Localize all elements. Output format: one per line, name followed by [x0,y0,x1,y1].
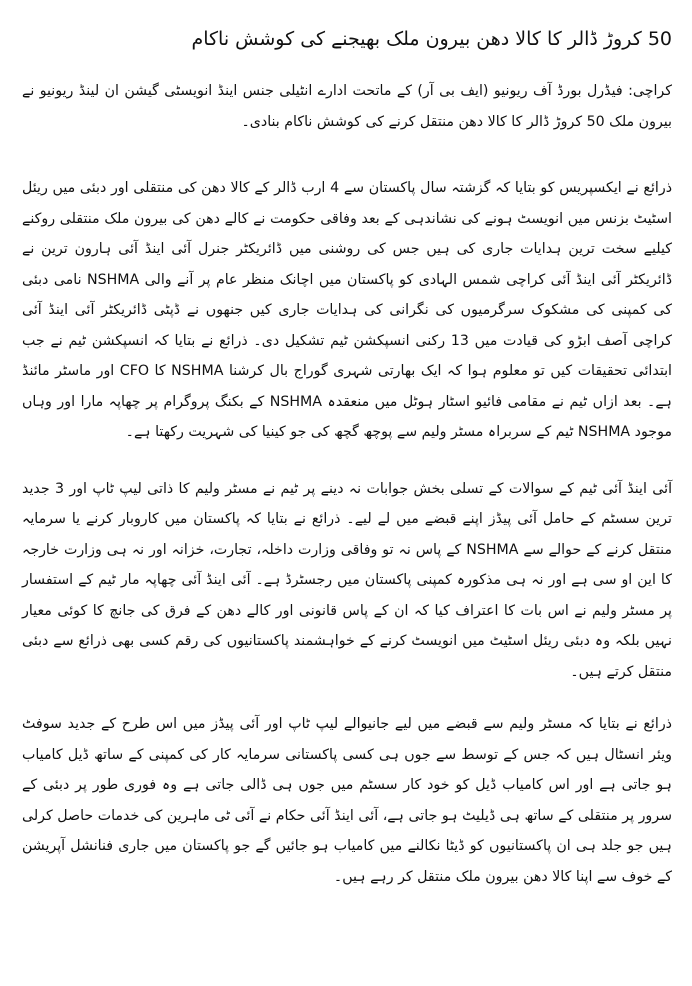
article-paragraph: ذرائع نے بتایا کہ مسٹر ولیم سے قبضے میں لیے جانیوالے لیپ ٹاپ اور آئی پیڈز میں اس طرح کے جدید سوفٹ ویئر انسٹال ہیں کہ جس کے توسط سے جوں ہی کسی پاکستانی سرمایہ کار کی کمپنی کے ساتھ ڈیل کامیاب ہو جاتی ہے اور اس کامیاب ڈیل کو خود کار سسٹم میں جوں ہی ڈالی جاتی ہے وہ فوری طور پر دبئی کے سرور پر منتقلی کے ساتھ ہی ڈیلیٹ ہو جاتی ہے، آئی اینڈ آئی حکام نے آئی ٹی ماہرین کی خدمات حاصل کرلی ہیں جو جلد ہی ان پاکستانیوں کو ڈیٹا نکالنے میں کامیاب ہو جائیں گے جو پاکستان میں جاری فنانشل آپریشن کے خوف سے اپنا کالا دھن بیرون ملک منتقل کر رہے ہیں۔ [22,716,672,885]
article-headline: 50 کروڑ ڈالر کا کالا دھن بیرون ملک بھیجنے کی کوشش ناکام [191,28,672,50]
article-paragraph-lead: کراچی: فیڈرل بورڈ آف ریونیو (ایف بی آر) کے ماتحت ادارے انٹیلی جنس اینڈ انویسٹی گیشن ان لینڈ ریونیو نے بیرون ملک 50 کروڑ ڈالر کا کالا دھن منتقل کرنے کی کوشش ناکام بنادی۔ [22,83,672,130]
article-paragraph: آئی اینڈ آئی ٹیم کے سوالات کے تسلی بخش جوابات نہ دینے پر ٹیم نے مسٹر ولیم کا ذاتی لیپ ٹاپ اور 3 جدید ترین سسٹم کے حامل آئی پیڈز اپنے قبضے میں لے لیے۔ ذرائع نے بتایا کہ پاکستان میں کاروبار کرنے یا سرمایہ منتقل کرنے کے حوالے سے NSHMA کے پاس نہ تو وفاقی وزارت داخلہ، تجارت، خزانہ اور نہ ہی وزارت خارجہ کا این او سی ہے اور نہ ہی مذکورہ کمپنی پاکستان میں رجسٹرڈ ہے۔ آئی اینڈ آئی چھاپہ مار ٹیم کے استفسار پر مسٹر ولیم نے اس بات کا اعتراف کیا کہ ان کے پاس قانونی اور کالے دھن کے فرق کی جانچ کا کوئی معیار نہیں بلکہ وہ دبئی ریئل اسٹیٹ میں انویسٹ کرنے کے خواہشمند پاکستانیوں کی رقم کسی بھی ذرائع سے دبئی منتقل کرتے ہیں۔ [22,480,673,680]
article-paragraph: ذرائع نے ایکسپریس کو بتایا کہ گزشتہ سال پاکستان سے 4 ارب ڈالر کے کالا دھن کی منتقلی اور دبئی میں ریئل اسٹیٹ بزنس میں انویسٹ ہونے کی نشاندہی کے بعد وفاقی حکومت نے کالے دھن کی بیرون ملک منتقلی روکنے کیلیے سخت ترین ہدایات جاری کی ہیں جس کی روشنی میں ڈائریکٹر جنرل آئی اینڈ آئی ہارون ترین نے ڈائریکٹر آئی اینڈ آئی کراچی شمس الہادی کو پاکستان میں اچانک منظر عام پر آنے والی NSHMA نامی دبئی کی کمپنی کی مشکوک سرگرمیوں کی نگرانی کی ہدایات جاری کیں جنھوں نے ڈپٹی ڈائریکٹر آئی اینڈ آئی کراچی آصف ابڑو کی قیادت میں 13 رکنی انسپکشن ٹیم تشکیل دی۔ ذرائع نے بتایا کہ انسپکشن ٹیم نے جب ابتدائی تحقیقات کیں تو معلوم ہوا کہ ایک بھارتی شہری گوراج بال کرشنا NSHMA کا CFO اور ماسٹر مائنڈ ہے۔ بعد ازاں ٹیم نے مقامی فائیو اسٹار ہوٹل میں منعقدہ NSHMA کے بکنگ پروگرام پر چھاپہ مارا اور وہاں موجود NSHMA ٹیم کے سربراہ مسٹر ولیم سے پوچھ گچھ کی جو کینیا کی شہریت رکھتا ہے۔ [22,180,673,440]
